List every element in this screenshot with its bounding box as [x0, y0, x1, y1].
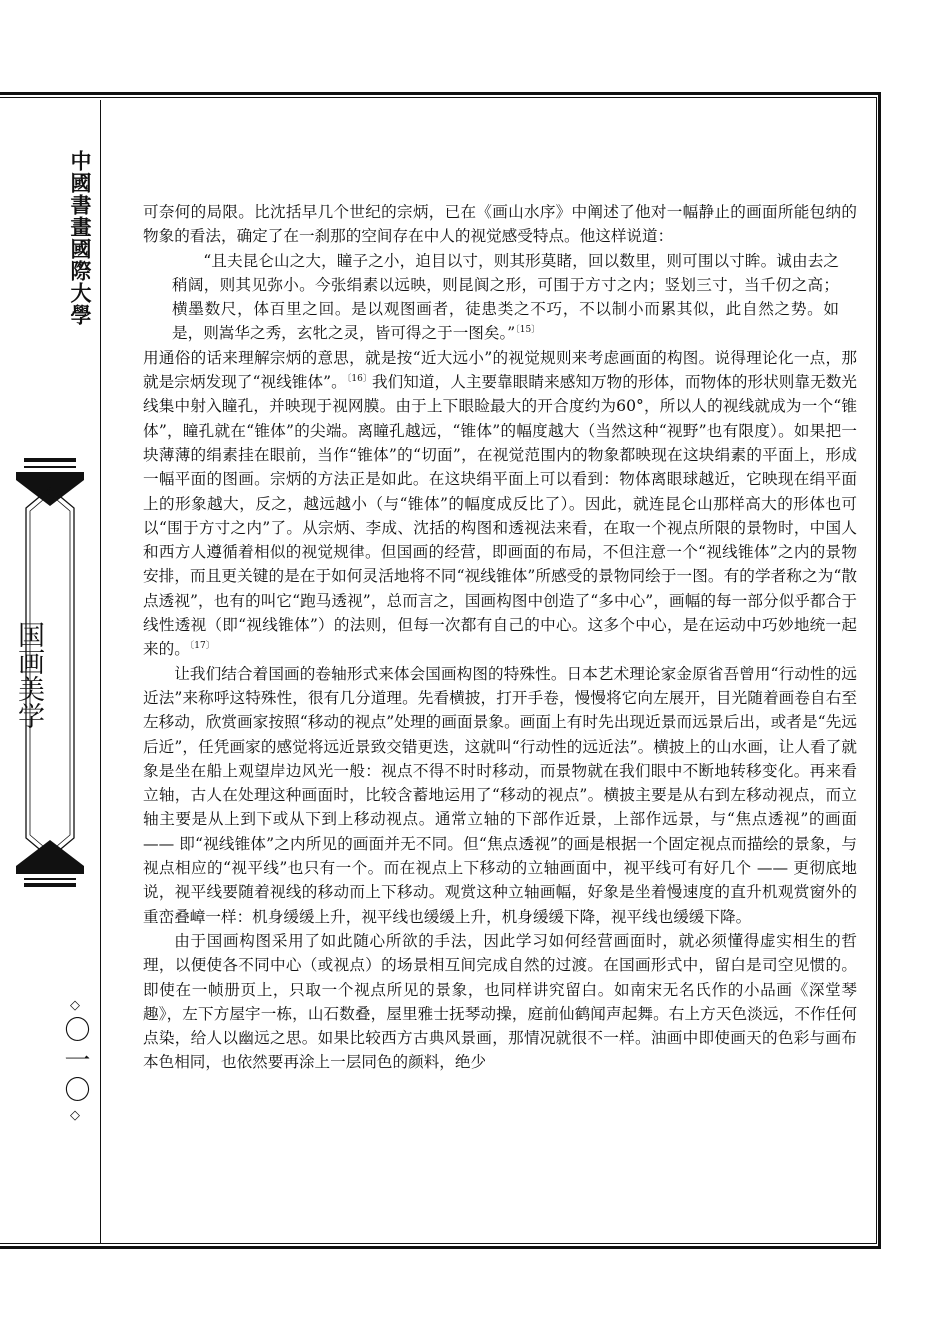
university-name: 中國書畫國際大學: [68, 150, 92, 326]
paragraph: 让我们结合着国画的卷轴形式来体会国画构图的特殊性。日本艺术理论家金原省吾曾用“行动性的远近法”来称呼这特殊性，很有几分道理。先看横披，打开手卷，慢慢将它向左展开，目光随着画卷自右至左移动，欣赏画家按照“移动的视点”处理的画面景象。画面上有时先出现近景而远景后出，或者是“先远后近”，任凭画家的感觉将远近景致交错更迭，这就叫“行动性的远近法”。横披上的山水画，让人看了就象是坐在船上观望岸边风光一般：视点不得不时时移动，而景物就在我们眼中不断地转移变化。再来看立轴，古人在处理这种画面时，比较含蓄地运用了“移动的视点”。横披主要是从右到左移动视点，而立轴主要是从上到下或从下到上移动视点。通常立轴的下部作近景，上部作远景，与“焦点透视”的画面 —— 即“视线锥体”之内所见的画面并无不同。但“焦点透视”的画是根据一个固定视点而描绘的景象，与视点相应的“视平线”也只有一个。而在视点上下移动的立轴画面中，视平线可有好几个 —— 更彻底地说，视平线要随着视线的移动而上下移动。观赏这种立轴画幅，好象是坐着慢速度的直升机观赏窗外的重峦叠嶂一样：机身缓缓上升，视平线也缓缓上升，机身缓缓下降，视平线也缓缓下降。: [143, 664, 857, 926]
block-quote: [143, 249, 857, 346]
page-number-block: [60, 998, 90, 1128]
sidebar-divider: [100, 100, 101, 1244]
diamond-icon: ◇: [70, 1108, 80, 1123]
paragraph: 由于国画构图采用了如此随心所欲的手法，因此学习如何经营画面时，就必须懂得虚实相生的哲理，以便使各不同中心（或视点）的场景相互间完成自然的过渡。在国画形式中，留白是司空见惯的。即使在一帧册页上，只取一个视点所见的景象，也同样讲究留白。如南宋无名氏作的小品画《深堂琴趣》，左下方屋宇一栋，山石数叠，屋里雅士抚琴动操，庭前仙鹤闻声起舞。右上方天色淡远，不作任何点染，给人以幽远之思。如果比较西方古典风景画，那情况就很不一样。油画中即使画天的色彩与画布本色相同，也依然要再涂上一层同色的颜料，绝少: [143, 931, 857, 1072]
paragraph: 可奈何的局限。比沈括早几个世纪的宗炳，已在《画山水序》中阐述了他对一幅静止的画面所能包纳的物象的看法，确定了在一刹那的空间存在中人的视觉感受特点。他这样说道：: [143, 203, 857, 246]
quote-text: “且夫昆仑山之大，瞳子之小，迫目以寸，则其形莫睹，回以数里，则可围以寸眸。诚由去之稍阔，则其见弥小。今张绢素以远映，则昆阆之形，可围于方寸之内；竖划三寸，当千仞之高；横墨数尺，体百里之回。是以观图画者，徒患类之不巧，不以制小而累其似，此自然之势。如是，则嵩华之秀，玄牝之灵，皆可得之于一图矣。”: [172, 251, 839, 343]
page-number: 〇一〇: [60, 1016, 90, 1106]
footnote-ref: 〔15〕: [515, 325, 541, 336]
paragraph-text: 用通俗的话来理解宗炳的意思，就是按“近大远小”的视觉规则来考虑画面的构图。说得理论化一点，那就是宗炳发现了“视线锥体”。: [143, 348, 857, 392]
book-title-cartouche: [12, 458, 88, 888]
book-title: 国画美学: [13, 621, 44, 729]
footnote-ref: 〔17〕: [189, 641, 215, 652]
body-text: [143, 200, 857, 1075]
footnote-ref: 〔16〕: [346, 373, 372, 384]
diamond-icon: ◇: [70, 998, 80, 1013]
paragraph: [143, 346, 857, 662]
paragraph-text: 我们知道，人主要靠眼睛来感知万物的形体，而物体的形状则靠无数光线集中射入瞳孔，并映现于视网膜。由于上下眼睑最大的开合度约为60°，所以人的视线就成为一个“锥体”，瞳孔就在“锥体”的尖端。离瞳孔越远，“锥体”的幅度越大（当然这种“视野”也有限度）。如果把一块薄薄的绢素挂在眼前，当作“锥体”的“切面”，在视觉范围内的物象都映现在这块绢素的平面上，形成一幅平面的图画。宗炳的方法正是如此。在这块绢平面上可以看到：物体离眼球越近，它映现在绢平面上的形象越大，反之，越远越小（与“锥体”的幅度成反比了）。因此，就连昆仑山那样高大的形体也可以“围于方寸之内”了。从宗炳、李成、沈括的构图和透视法来看，在取一个视点所限的景物时，中国人和西方人遵循着相似的视觉规律。但国画的经营，即画面的布局，不但注意一个“视线锥体”之内的景物安排，而且更关键的是在于如何灵活地将不同“视线锥体”所感受的景物同绘于一图。有的学者称之为“散点透视”，也有的叫它“跑马透视”，总而言之，国画构图中创造了“多中心”，画幅的每一部分似乎都合于线性透视（即“视线锥体”）的法则，但每一次都有自己的中心。这多个中心，是在运动中巧妙地统一起来的。: [143, 373, 857, 659]
